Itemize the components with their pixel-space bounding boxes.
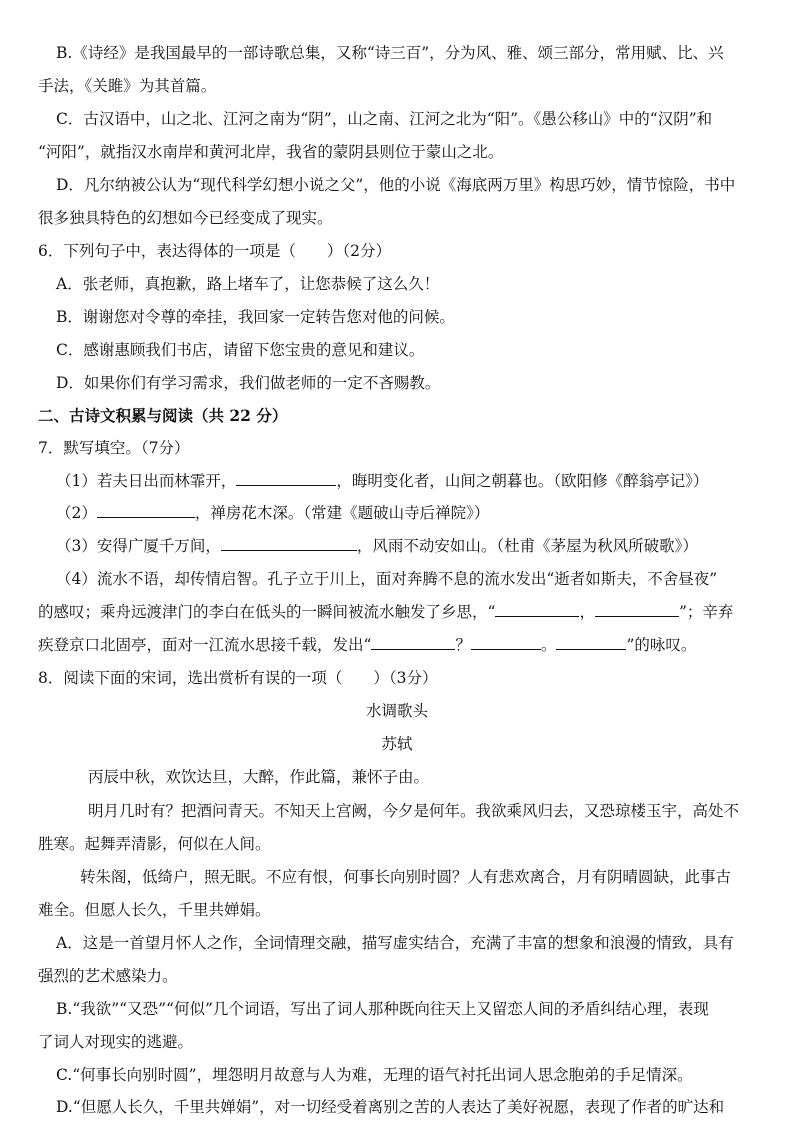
q5-option-c-line2: “河阳”，就指汉水南岸和黄河北岸，我省的蒙阴县则位于蒙山之北。 — [38, 143, 504, 161]
q7-item-4-line1: （4）流水不语，却传情启智。孔子立于川上，面对奔腾不息的流水发出“逝者如斯夫，不舍昼夜” — [56, 570, 718, 588]
q5-option-d-line2: 很多独具特色的幻想如今已经变成了现实。 — [38, 209, 333, 227]
q7-item-2-prefix: （2） — [56, 504, 97, 522]
q5-option-d-line1: D．凡尔纳被公认为“现代科学幻想小说之父”，他的小说《海底两万里》构思巧妙，情节惊险，书中 — [56, 176, 736, 194]
q7-item-3 — [56, 536, 698, 556]
q7-item-4-blank-e[interactable] — [556, 635, 626, 650]
poem-stanza-2-line1: 转朱阁，低绮户，照无眠。不应有恨，何事长向别时圆？人有悲欢离合，月有阴晴圆缺，此事古 — [80, 868, 732, 886]
q7-item-1-blank[interactable] — [236, 471, 336, 486]
q7-item-1-prefix: （1）若夫日出而林霏开， — [56, 472, 237, 490]
q6-option-a: A．张老师，真抱歉，路上堵车了，让您恭候了这么久！ — [56, 275, 440, 293]
q7-item-4-period: 。 — [540, 636, 557, 654]
q7-item-3-prefix: （3）安得广厦千万间， — [56, 537, 221, 555]
q6-option-b: B．谢谢您对令尊的牵挂，我回家一定转告您对他的问候。 — [56, 308, 455, 326]
poem-stanza-2-line2: 难全。但愿人长久，千里共婵娟。 — [38, 901, 271, 919]
q7-item-4-blank-c[interactable] — [371, 635, 455, 650]
q6-option-d: D．如果你们有学习需求，我们做老师的一定不吝赐教。 — [56, 374, 441, 392]
q5-option-b-line2: 手法，《关雎》为其首篇。 — [38, 77, 217, 95]
poem-preface: 丙辰中秋，欢饮达旦，大醉，作此篇，兼怀子由。 — [88, 768, 430, 786]
poem-author: 苏轼 — [381, 735, 413, 753]
q5-option-c-line1: C．古汉语中，山之北、江河之南为“阴”，山之南、江河之北为“阳”。《愚公移山》中的“汉阴”和 — [56, 110, 713, 128]
q7-item-4-line3-prefix: 疾登京口北固亭，面对一江流水思接千载，发出“ — [38, 636, 372, 654]
q7-item-4-line2-comma: ， — [579, 603, 595, 621]
q7-item-4-line2-prefix: 的感叹；乘舟远渡津门的李白在低头的一瞬间被流水触发了乡思，“ — [38, 603, 496, 621]
q7-item-4-line3-suffix: ”的咏叹。 — [626, 636, 697, 654]
q7-item-3-blank[interactable] — [221, 536, 357, 551]
q7-item-4-line3 — [38, 635, 696, 655]
q7-item-2-suffix: ，禅房花木深。（常建《题破山寺后禅院》） — [194, 504, 490, 522]
q8-option-c: C.“何事长向别时圆”，埋怨明月故意与人为难，无理的语气衬托出词人思念胞弟的手足情深。 — [56, 1066, 693, 1084]
poem-title: 水调歌头 — [365, 702, 428, 720]
q7-item-4-blank-b[interactable] — [595, 602, 679, 617]
poem-stanza-1-line1: 明月几时有？把酒问青天。不知天上宫阙，今夕是何年。我欲乘风归去，又恐琼楼玉宇，高处不 — [88, 802, 740, 820]
q7-item-4-blank-d[interactable] — [471, 635, 541, 650]
q7-item-4-blank-a[interactable] — [495, 602, 579, 617]
q8-option-d: D.“但愿人长久，千里共婵娟”，对一切经受着离别之苦的人表达了美好祝愿，表现了作者的旷达和 — [56, 1098, 725, 1116]
q7-item-2-blank[interactable] — [97, 503, 195, 518]
q7-item-4-line2 — [38, 602, 733, 622]
q7-item-1-suffix: ，晦明变化者，山间之朝暮也。（欧阳修《醉翁亭记》） — [336, 472, 709, 490]
q6-option-c: C．感谢惠顾我们书店，请留下您宝贵的意见和建议。 — [56, 341, 425, 359]
q8-option-a-line2: 强烈的艺术感染力。 — [38, 967, 178, 985]
q6-stem: 6．下列句子中，表达得体的一项是（ ）（2分） — [38, 242, 391, 260]
q7-item-4-line2-suffix: ”；辛弃 — [678, 603, 734, 621]
poem-stanza-1-line2: 胜寒。起舞弄清影，何似在人间。 — [38, 835, 271, 853]
q7-item-3-suffix: ，风雨不动安如山。（杜甫《茅屋为秋风所破歌》） — [356, 537, 698, 555]
q7-item-1 — [56, 471, 708, 491]
section-2-heading: 二、古诗文积累与阅读（共 22 分） — [38, 406, 288, 425]
q8-stem: 8．阅读下面的宋词，选出赏析有误的一项（ ）（3分） — [38, 669, 438, 687]
q7-item-2 — [56, 503, 489, 523]
q8-option-b-line1: B.“我欲”“又恐”“何似”几个词语，写出了词人那种既向往天上又留恋人间的矛盾纠结心理，表现 — [56, 1000, 709, 1018]
q5-option-b-line1: B.《诗经》是我国最早的一部诗歌总集，又称“诗三百”，分为风、雅、颂三部分，常用赋、比、兴 — [56, 44, 724, 62]
q7-item-4-question-mark: ？ — [455, 636, 471, 654]
q8-option-a-line1: A．这是一首望月怀人之作，全词情理交融，描写虚实结合，充满了丰富的想象和浪漫的情致，具有 — [56, 934, 734, 952]
q8-option-b-line2: 了词人对现实的逃避。 — [38, 1033, 194, 1051]
q7-stem: 7．默写填空。（7分） — [38, 439, 190, 457]
